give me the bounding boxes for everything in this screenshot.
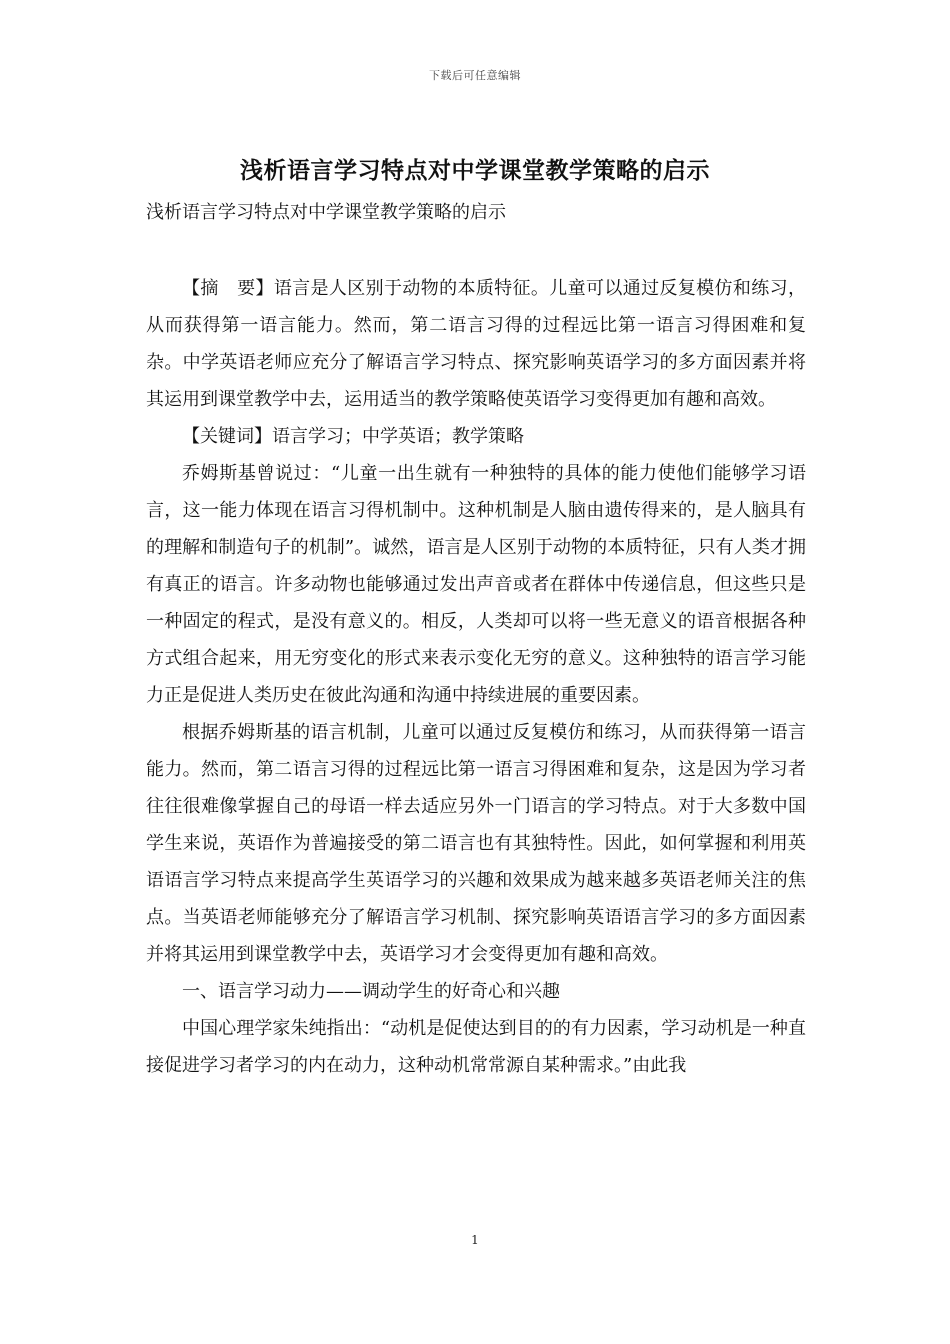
body-paragraph: 根据乔姆斯基的语言机制，儿童可以通过反复模仿和练习，从而获得第一语言能力。然而，第二语言习得的过程远比第一语言习得困难和复杂，这是因为学习者往往很难像掌握自己的母语一样去适应另外一门语言的学习特点。对于大多数中国学生来说，英语作为普遍接受的第二语言也有其独特性。因此，如何掌握和利用英语语言学习特点来提高学生英语学习的兴趣和效果成为越来越多英语老师关注的焦点。当英语老师能够充分了解语言学习机制、探究影响英语语言学习的多方面因素并将其运用到课堂教学中去，英语学习才会变得更加有趣和高效。 [146, 722, 806, 965]
document-subtitle: 浅析语言学习特点对中学课堂教学策略的启示 [146, 202, 506, 223]
header-note: 下载后可任意编辑 [429, 69, 521, 82]
keywords-paragraph: 【关键词】语言学习；中学英语；教学策略 [182, 426, 524, 447]
section-heading: 一、语言学习动力——调动学生的好奇心和兴趣 [182, 981, 560, 1002]
document-body [146, 270, 806, 1084]
body-paragraph: 乔姆斯基曾说过：“儿童一出生就有一种独特的具体的能力使他们能够学习语言，这一能力体现在语言习得机制中。这种机制是人脑由遗传得来的，是人脑具有的理解和制造句子的机制”。诚然，语言是人区别于动物的本质特征，只有人类才拥有真正的语言。许多动物也能够通过发出声音或者在群体中传递信息，但这些只是一种固定的程式，是没有意义的。相反，人类却可以将一些无意义的语音根据各种方式组合起来，用无穷变化的形式来表示变化无穷的意义。这种独特的语言学习能力正是促进人类历史在彼此沟通和沟通中持续进展的重要因素。 [146, 463, 806, 706]
body-paragraph: 中国心理学家朱纯指出：“动机是促使达到目的的有力因素，学习动机是一种直接促进学习者学习的内在动力，这种动机常常源自某种需求。”由此我 [146, 1018, 806, 1076]
document-title: 浅析语言学习特点对中学课堂教学策略的启示 [240, 157, 710, 184]
abstract-paragraph: 【摘 要】语言是人区别于动物的本质特征。儿童可以通过反复模仿和练习，从而获得第一语言能力。然而，第二语言习得的过程远比第一语言习得困难和复杂。中学英语老师应充分了解语言学习特点、探究影响英语学习的多方面因素并将其运用到课堂教学中去，运用适当的教学策略使英语学习变得更加有趣和高效。 [146, 278, 806, 410]
page-number: 1 [471, 1233, 479, 1247]
